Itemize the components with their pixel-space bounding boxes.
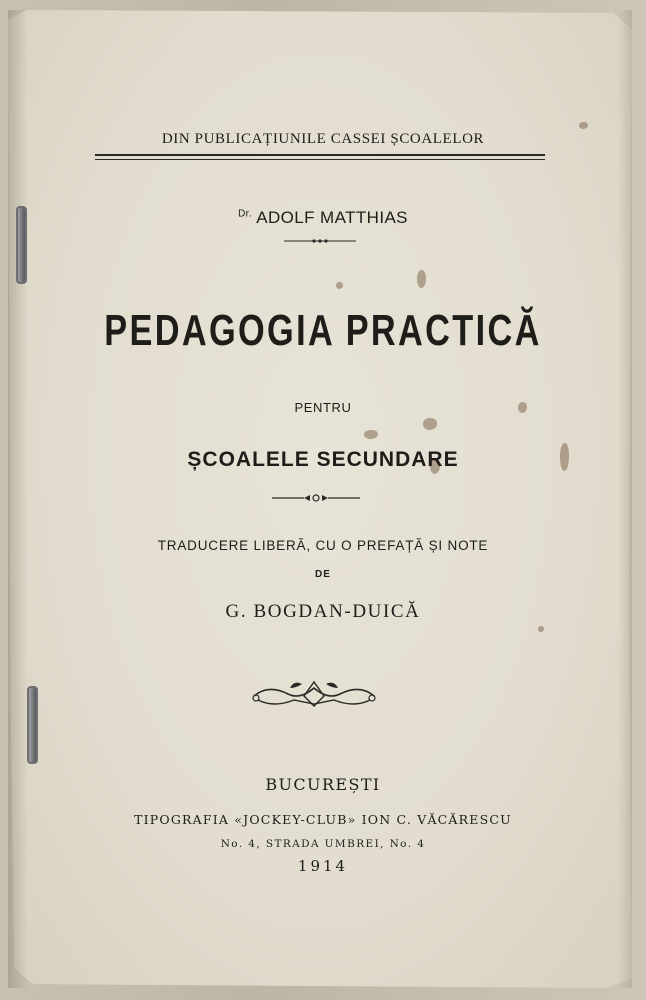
book-title: PEDAGOGIA PRACTICĂ	[104, 306, 542, 355]
printer: TIPOGRAFIA «JOCKEY-CLUB» ION C. VĂCĂRESCU	[134, 812, 512, 827]
book-subtitle: ȘCOALELE SECUNDARE	[187, 448, 459, 471]
publication-city: BUCUREȘTI	[265, 775, 381, 794]
printer-address: No. 4, STRADA UMBREI, No. 4	[220, 838, 426, 850]
series-line: DIN PUBLICAȚIUNILE CASSEI ȘCOALELOR	[161, 131, 485, 147]
author-prefix: Dr.	[238, 208, 253, 220]
subtitle-ornament	[270, 492, 362, 504]
author	[0, 208, 646, 228]
fleuron-ornament	[248, 676, 380, 716]
pentru-label: PENTRU	[294, 400, 352, 415]
double-rule-top	[95, 154, 545, 156]
author-name: ADOLF MATTHIAS	[256, 208, 408, 227]
double-rule-bottom	[95, 159, 545, 160]
translation-note: TRADUCERE LIBERĂ, CU O PREFAȚĂ ȘI NOTE	[157, 538, 489, 553]
translator: G. BOGDAN-DUICĂ	[225, 601, 421, 622]
publication-year: 1914	[297, 857, 349, 875]
de-label: DE	[315, 569, 331, 580]
staple-bottom	[27, 686, 38, 764]
author-ornament	[282, 236, 358, 246]
